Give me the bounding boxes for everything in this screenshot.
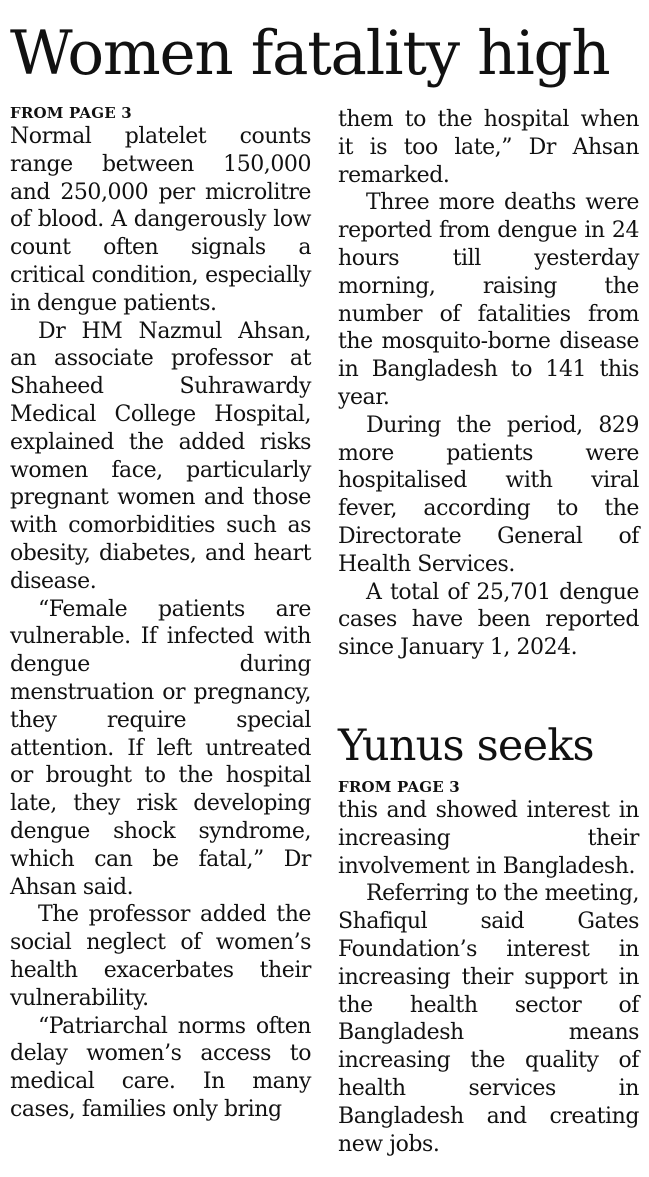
- story1-paragraph-3: “Female patients are vulnerable. If infected with dengue during menstruation or pregnancy, they require special attention. If left untreated or brought to the hospital late, they risk developing dengue shock syndrome, which can be fatal,” Dr Ahsan said.: [10, 596, 311, 900]
- story1-paragraph-8: A total of 25,701 dengue cases have been reported since January 1, 2024.: [338, 579, 639, 661]
- story1-paragraph-6: Three more deaths were reported from dengue in 24 hours till yesterday morning, raising the number of fatalities from the mosquito-borne disease in Bangladesh to 141 this year.: [338, 190, 639, 410]
- story1-jump-line: FROM PAGE 3: [10, 104, 132, 122]
- story2-paragraph-2: Referring to the meeting, Shafiqul said Gates Foundation’s interest in increasing their support in the health sector of Bangladesh means increasing the quality of health services in Bangladesh and creating new jobs.: [338, 881, 639, 1157]
- story2-jump-line: FROM PAGE 3: [338, 777, 460, 796]
- story1-paragraph-5-end: them to the hospital when it is too late,” Dr Ahsan remarked.: [338, 107, 639, 188]
- story1-paragraph-4: The professor added the social neglect of women’s health exacerbates their vulnerability.: [10, 902, 311, 1011]
- story2-headline: Yunus seeks: [338, 720, 594, 771]
- story2-paragraph-1: this and showed interest in increasing their involvement in Bangladesh.: [338, 797, 639, 879]
- story1-column-right: [338, 106, 639, 1158]
- story1-paragraph-2: Dr HM Nazmul Ahsan, an associate professor at Shaheed Suhrawardy Medical College Hospital, explained the added risks women face, particularly pregnant women and those with comorbidities such as obesity, diabetes, and heart disease.: [10, 318, 311, 594]
- story1-paragraph-7: During the period, 829 more patients were hospitalised with viral fever, according to the Directorate General of Health Services.: [338, 412, 639, 577]
- story1-paragraph-1: Normal platelet counts range between 150,000 and 250,000 per microlitre of blood. A dangerously low count often signals a critical condition, especially in dengue patients.: [10, 124, 311, 316]
- story1-paragraph-5-start: “Patriarchal norms often delay women’s access to medical care. In many cases, families only bring: [10, 1013, 311, 1122]
- story1-column-left: [10, 104, 311, 1124]
- story1-headline: Women fatality high: [10, 18, 610, 89]
